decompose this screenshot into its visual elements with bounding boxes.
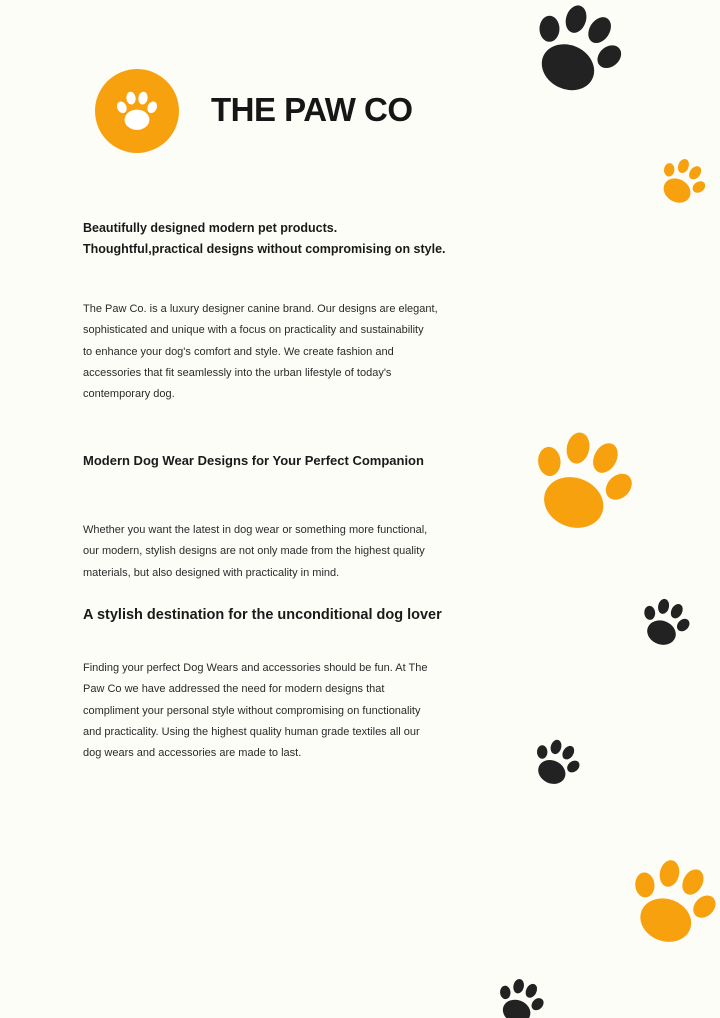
tagline-line: Thoughtful,practical designs without compromising on style. [83, 242, 446, 256]
paragraph-line: and practicality. Using the highest quality human grade textiles all our [83, 725, 420, 738]
section-heading-stylish-destination: A stylish destination for the unconditional dog lover [83, 607, 442, 623]
paw-icon [522, 0, 630, 100]
paw-icon [530, 737, 582, 789]
paragraph-line: Whether you want the latest in dog wear or something more functional, [83, 524, 428, 536]
paw-icon [525, 425, 637, 540]
paw-icon [638, 596, 692, 650]
paragraph-line: accessories that fit seamlessly into the urban lifestyle of today's [83, 366, 392, 379]
paragraph-line: dog wears and accessories are made to last. [83, 747, 302, 760]
paw-icon [656, 156, 708, 208]
paw-icon [494, 976, 546, 1018]
paw-icon [95, 69, 179, 153]
paragraph-line: Finding your perfect Dog Wears and accessories should be fun. At The [83, 662, 428, 674]
section2-paragraph [83, 658, 468, 764]
section-heading-dog-wear: Modern Dog Wear Designs for Your Perfect Companion [83, 453, 424, 468]
section1-paragraph [83, 520, 468, 584]
paragraph-line: materials, but also designed with practicality in mind. [83, 566, 340, 579]
paragraph-line: Paw Co we have addressed the need for modern designs that [83, 683, 385, 696]
paragraph-line: our modern, stylish designs are not only made from the highest quality [83, 545, 425, 558]
tagline [83, 218, 503, 260]
paragraph-line: contemporary dog. [83, 388, 175, 401]
intro-paragraph [83, 299, 468, 405]
paragraph-line: to enhance your dog's comfort and style. We create fashion and [83, 345, 394, 358]
paragraph-line: The Paw Co. is a luxury designer canine brand. Our designs are elegant, [83, 303, 438, 315]
brand-logo [95, 69, 179, 153]
paragraph-line: sophisticated and unique with a focus on practicality and sustainability [83, 324, 424, 337]
brand-title: THE PAW CO [211, 91, 413, 128]
paragraph-line: compliment your personal style without compromising on functionality [83, 704, 421, 717]
tagline-line: Beautifully designed modern pet products. [83, 221, 338, 235]
paw-icon [624, 848, 720, 958]
